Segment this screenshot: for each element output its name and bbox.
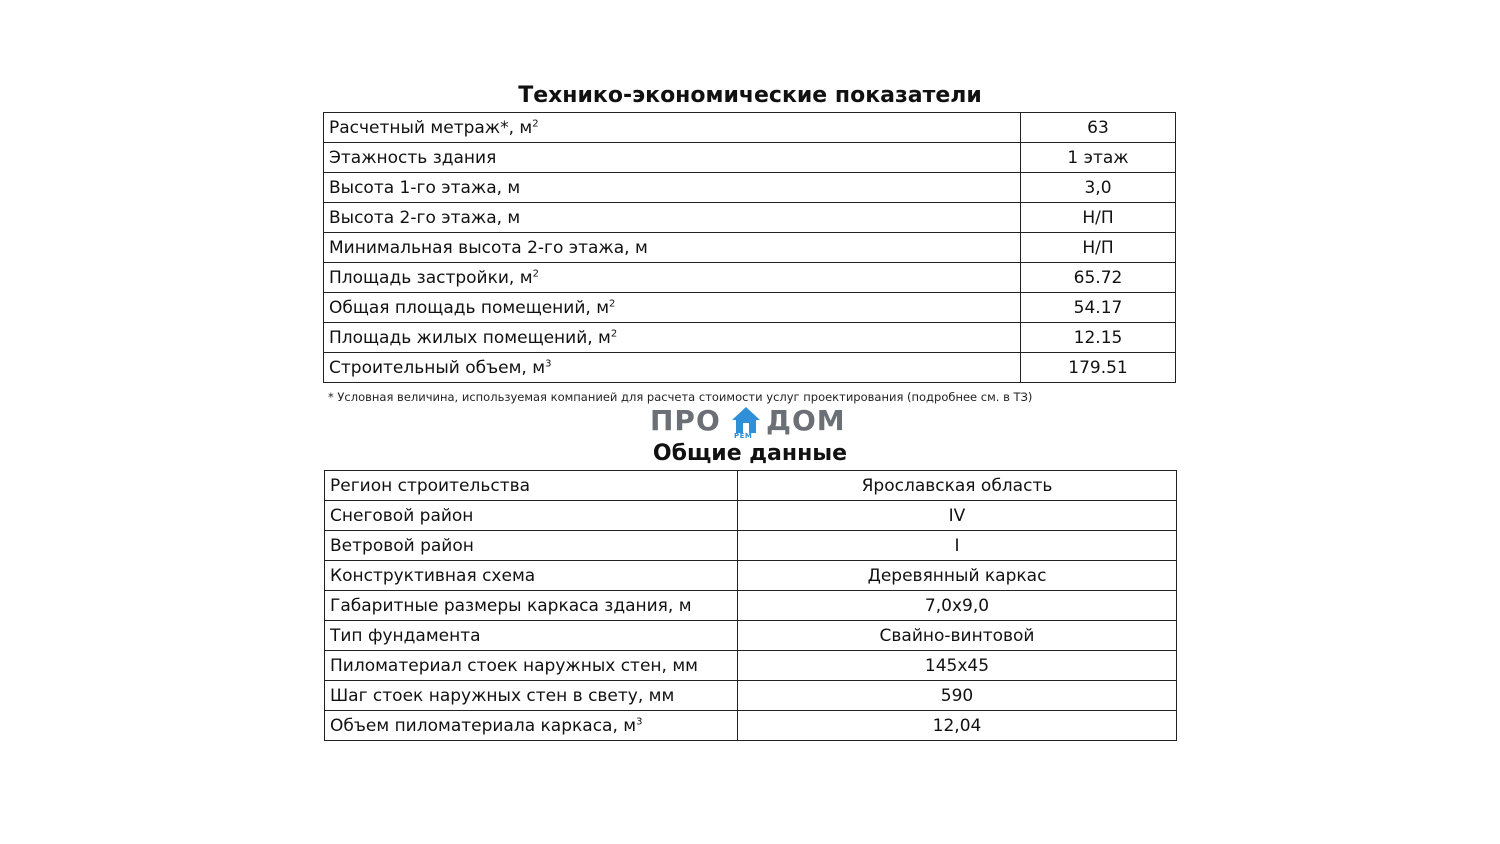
logo-word-pro: ПРО xyxy=(650,404,721,437)
table-row xyxy=(325,711,1177,741)
table-row xyxy=(324,173,1176,203)
table-row xyxy=(325,591,1177,621)
row-label-cell xyxy=(324,323,1021,353)
row-label: Объем пиломатериала каркаса, м xyxy=(330,715,637,736)
row-label: Этажность здания xyxy=(329,147,497,168)
table-row xyxy=(324,203,1176,233)
row-value: 63 xyxy=(1021,113,1176,143)
row-label: Тип фундамента xyxy=(330,625,481,646)
unit-exponent: 3 xyxy=(545,357,552,369)
row-value: 12.15 xyxy=(1021,323,1176,353)
row-label: Расчетный метраж*, м xyxy=(329,117,533,138)
row-label: Ветровой район xyxy=(330,535,474,556)
row-label-cell xyxy=(324,143,1021,173)
table-row xyxy=(324,143,1176,173)
unit-exponent: 2 xyxy=(609,297,616,309)
row-label-cell xyxy=(324,353,1021,383)
row-label-cell xyxy=(325,501,738,531)
company-logo xyxy=(650,403,850,441)
row-label-cell xyxy=(325,621,738,651)
row-label-cell xyxy=(324,293,1021,323)
row-label-cell xyxy=(325,591,738,621)
row-value: Н/П xyxy=(1021,203,1176,233)
table-row xyxy=(324,323,1176,353)
tech-table-title: Технико-экономические показатели xyxy=(518,83,982,108)
row-label-cell xyxy=(324,233,1021,263)
row-value: 54.17 xyxy=(1021,293,1176,323)
logo-word-dom: ДОМ xyxy=(766,404,846,437)
general-table-title: Общие данные xyxy=(652,441,848,466)
table-row xyxy=(325,471,1177,501)
row-label: Регион строительства xyxy=(330,475,531,496)
row-label: Конструктивная схема xyxy=(330,565,536,586)
row-label-cell xyxy=(325,711,738,741)
row-value: 65.72 xyxy=(1021,263,1176,293)
row-label: Габаритные размеры каркаса здания, м xyxy=(330,595,692,616)
row-label-cell xyxy=(325,471,738,501)
row-label-cell xyxy=(324,263,1021,293)
table-row xyxy=(324,233,1176,263)
footnote: * Условная величина, используемая компанией для расчета стоимости услуг проектирования (подробнее см. в ТЗ) xyxy=(328,390,1033,404)
row-label-cell xyxy=(324,173,1021,203)
unit-exponent: 3 xyxy=(636,715,643,727)
table-row xyxy=(325,501,1177,531)
row-label: Высота 1-го этажа, м xyxy=(329,177,521,198)
row-label: Минимальная высота 2-го этажа, м xyxy=(329,237,648,258)
row-label-cell xyxy=(324,113,1021,143)
row-value: 7,0х9,0 xyxy=(738,591,1177,621)
table-row xyxy=(325,681,1177,711)
row-label-cell xyxy=(325,531,738,561)
unit-exponent: 2 xyxy=(532,117,539,129)
table-row xyxy=(325,561,1177,591)
table-row xyxy=(324,353,1176,383)
unit-exponent: 2 xyxy=(610,327,618,339)
row-label: Высота 2-го этажа, м xyxy=(329,207,521,228)
row-label: Площадь жилых помещений, м xyxy=(329,327,611,348)
row-value: Н/П xyxy=(1021,233,1176,263)
row-label: Снеговой район xyxy=(330,505,474,526)
table-row xyxy=(324,263,1176,293)
logo-small-text: РЕМ xyxy=(734,432,753,440)
tech-indicators-table xyxy=(323,112,1176,383)
row-label: Шаг стоек наружных стен в свету, мм xyxy=(330,685,675,706)
row-value: IV xyxy=(738,501,1177,531)
row-value: 145х45 xyxy=(738,651,1177,681)
row-label-cell xyxy=(325,561,738,591)
row-label-cell xyxy=(324,203,1021,233)
row-value: I xyxy=(738,531,1177,561)
row-value: Свайно-винтовой xyxy=(738,621,1177,651)
row-value: 12,04 xyxy=(738,711,1177,741)
row-value: 3,0 xyxy=(1021,173,1176,203)
row-label: Общая площадь помещений, м xyxy=(329,297,610,318)
table-row xyxy=(324,293,1176,323)
table-row xyxy=(324,113,1176,143)
row-value: 590 xyxy=(738,681,1177,711)
row-label: Пиломатериал стоек наружных стен, мм xyxy=(330,655,698,676)
row-value: Деревянный каркас xyxy=(738,561,1177,591)
row-value: 179.51 xyxy=(1021,353,1176,383)
row-value: Ярославская область xyxy=(738,471,1177,501)
row-label-cell xyxy=(325,651,738,681)
unit-exponent: 2 xyxy=(532,267,539,279)
row-label-cell xyxy=(325,681,738,711)
table-row xyxy=(325,651,1177,681)
general-data-table xyxy=(324,470,1177,741)
row-label: Строительный объем, м xyxy=(329,357,546,378)
row-label: Площадь застройки, м xyxy=(329,267,533,288)
table-row xyxy=(325,531,1177,561)
table-row xyxy=(325,621,1177,651)
row-value: 1 этаж xyxy=(1021,143,1176,173)
